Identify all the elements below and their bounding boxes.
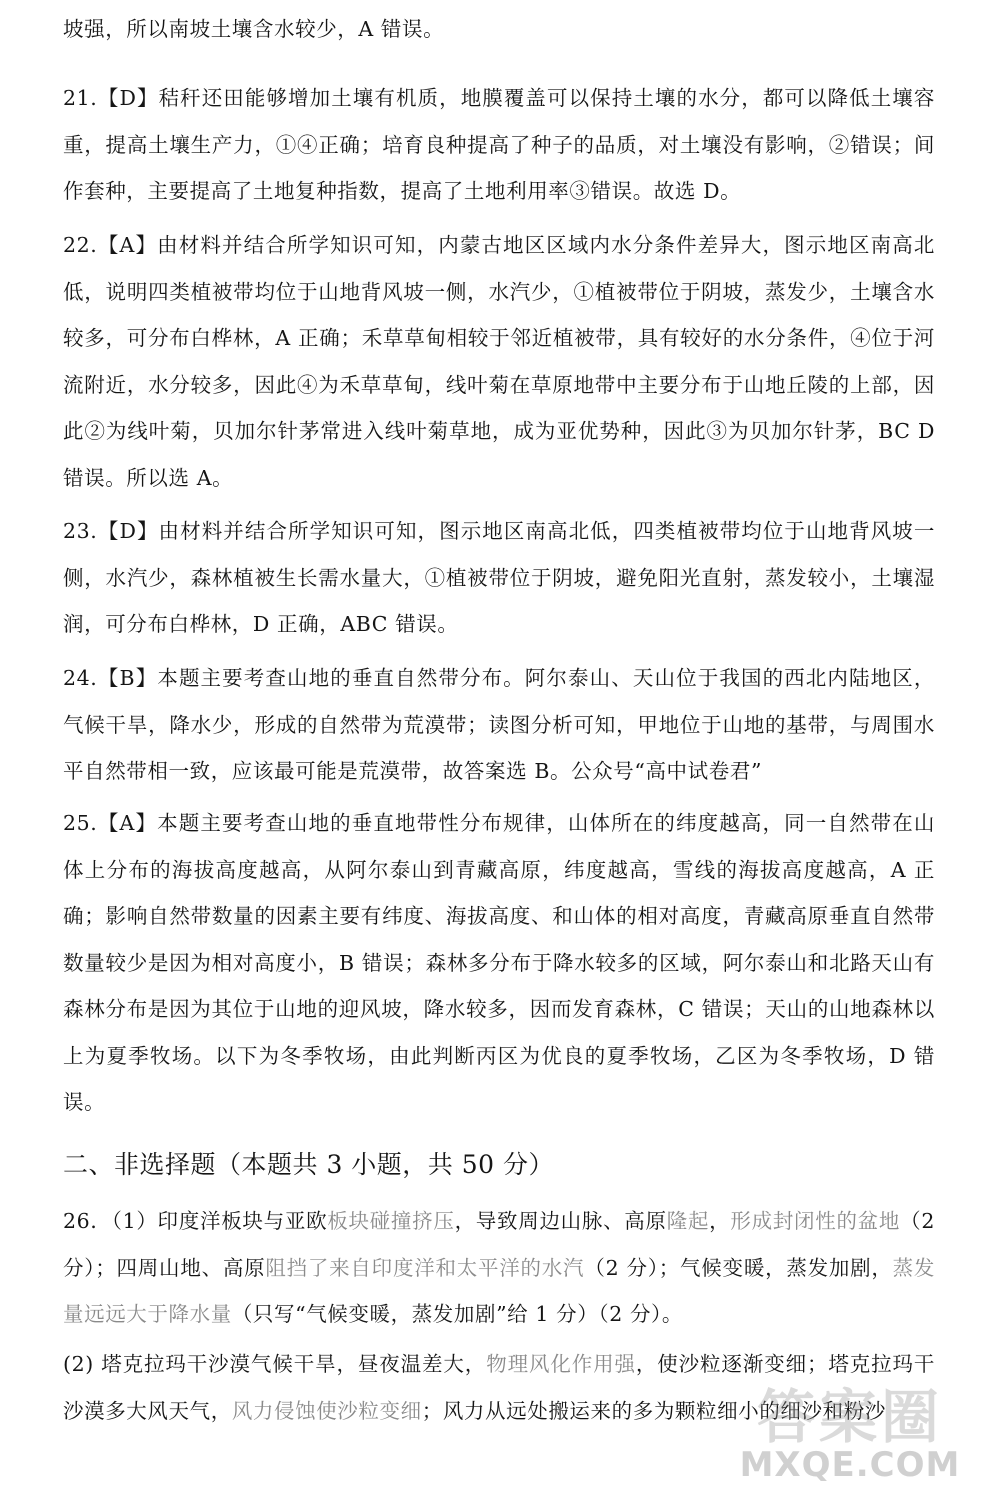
key-point: 蒸发量远远大于降水量 <box>63 1255 936 1326</box>
answer-22: 22.【A】由材料并结合所学知识可知，内蒙古地区区域内水分条件差异大，图示地区南高北低，说明四类植被带均位于山地背风坡一侧，水汽少，①植被带位于阴坡，蒸发少，土壤含水较多，可分布白桦林，A 正确；禾草草甸相较于邻近植被带，具有较好的水分条件，④位于河流附近，水分较多，因此④为禾草草甸，线叶菊在草原地带中主要分布于山地丘陵的上部，因此②为线叶菊，贝加尔针茅常进入线叶菊草地，成为亚优势种，因此③为贝加尔针茅，BC D 错误。所以选 A。 <box>63 233 935 490</box>
key-point: 风力侵蚀使沙粒变细 <box>231 1398 422 1423</box>
answer-text: （只写“气候变暖，蒸发加剧”给 1 分）（2 分）。 <box>231 1302 684 1326</box>
key-point: 形成封闭性的盆地 <box>730 1209 901 1233</box>
watermark-url: MXQE.COM <box>739 1445 961 1485</box>
answer-26-part-1 <box>63 1198 935 1338</box>
section-heading: 二、非选择题（本题共 3 小题，共 50 分） <box>63 1150 555 1179</box>
watermark-brand: 答案圈 <box>756 1383 943 1451</box>
answer-24: 24.【B】本题主要考查山地的垂直自然带分布。阿尔泰山、天山位于我国的西北内陆地区，气候干旱，降水少，形成的自然带为荒漠带；读图分析可知，甲地位于山地的基带，与周围水平自然带相一致，应该最可能是荒漠带，故答案选 B。公众号“高中试卷君” <box>63 666 935 783</box>
answer-text: 26．（1）印度洋板块与亚欧 <box>63 1209 328 1233</box>
answer-text: (2) 塔克拉玛干沙漠气候干旱，昼夜温差大， <box>63 1352 487 1376</box>
key-point: 物理风化作用强 <box>486 1352 636 1376</box>
answer-text: （2 分）；四周山地、高原 <box>63 1209 935 1280</box>
answer-text: ，导致周边山脉、高原 <box>454 1209 667 1233</box>
key-point: 板块碰撞挤压 <box>327 1209 455 1233</box>
key-point: 阻挡了来自印度洋和太平洋的水汽 <box>265 1255 585 1280</box>
answer-text: ， <box>709 1209 731 1233</box>
answer-21: 21.【D】秸秆还田能够增加土壤有机质，地膜覆盖可以保持土壤的水分，都可以降低土壤容重，提高土壤生产力，①④正确；培育良种提高了种子的品质，对土壤没有影响，②错误；间作套种，主要提高了土地复种指数，提高了土地利用率③错误。故选 D。 <box>63 86 935 203</box>
answer-23: 23.【D】由材料并结合所学知识可知，图示地区南高北低，四类植被带均位于山地背风坡一侧，水汽少，森林植被生长需水量大，①植被带位于阴坡，避免阳光直射，蒸发较小，土壤湿润，可分布白桦林，D 正确，ABC 错误。 <box>63 519 935 636</box>
answer-25: 25.【A】本题主要考查山地的垂直地带性分布规律，山体所在的纬度越高，同一自然带在山体上分布的海拔高度越高，从阿尔泰山到青藏高原，纬度越高，雪线的海拔高度越高，A 正确；影响自然带数量的因素主要有纬度、海拔高度、和山体的相对高度，青藏高原垂直自然带数量较少是因为相对高度小，B 错误；森林多分布于降水较多的区域，阿尔泰山和北路天山有森林分布是因为其位于山地的迎风坡，降水较多，因而发育森林，C 错误；天山的山地森林以上为夏季牧场。以下为冬季牧场，由此判断丙区为优良的夏季牧场，乙区为冬季牧场，D 错误。 <box>63 811 935 1114</box>
answer-text: ；风力从远处搬运来的多为颗粒细小的细沙和粉沙 <box>421 1398 886 1423</box>
watermark-logo <box>700 1385 1000 1489</box>
answer-continuation: 坡强，所以南坡土壤含水较少，A 错误。 <box>63 17 445 41</box>
answer-text: ，使沙粒逐渐变细；塔克拉玛干沙漠多大风天气， <box>63 1352 935 1423</box>
answer-text: （2 分）；气候变暖，蒸发加剧， <box>584 1255 893 1280</box>
key-point: 隆起 <box>666 1209 710 1233</box>
